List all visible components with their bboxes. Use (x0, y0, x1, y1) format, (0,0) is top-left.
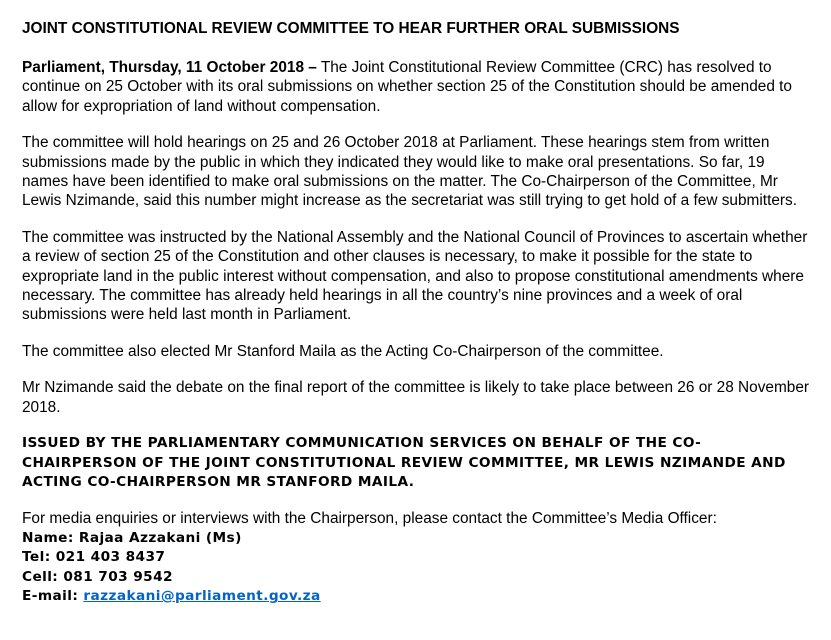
page-title: JOINT CONSTITUTIONAL REVIEW COMMITTEE TO HEAR FURTHER ORAL SUBMISSIONS (22, 20, 680, 37)
paragraph-intro (22, 58, 812, 116)
email-label: E-mail: (22, 587, 84, 604)
contact-tel: Tel: 021 403 8437 (22, 549, 166, 566)
intro-text: The Joint Constitutional Review Committee (CRC) has resolved to continue on 25 October with its oral submissions on whether section 25 of the Constitution should be amended to allow for expropriation of land without compensation. (22, 59, 792, 115)
issued-by-statement: ISSUED BY THE PARLIAMENTARY COMMUNICATION SERVICES ON BEHALF OF THE CO-CHAIRPERSON OF THE JOINT CONSTITUTIONAL REVIEW COMMITTEE, MR LEWIS NZIMANDE AND ACTING CO-CHAIRPERSON MR STANFORD MAILA. (22, 435, 786, 490)
paragraph-mandate: The committee was instructed by the National Assembly and the National Council of Provinces to ascertain whether a review of section 25 of the Constitution and other clauses is necessary, to make it possible for the state to expropriate land in the public interest without compensation, and also to propose constitutional amendments where necessary. The committee has already held hearings in all the country’s nine provinces and a week of oral submissions were held last month in Parliament. (22, 228, 808, 324)
paragraph-hearings: The committee will hold hearings on 25 and 26 October 2018 at Parliament. These hearings stem from written submissions made by the public in which they indicated they would like to make oral presentations. So far, 19 names have been identified to make oral submissions on the matter. The Co-Chairperson of the Committee, Mr Lewis Nzimande, said this number might increase as the secretariat was still trying to get hold of a few submitters. (22, 134, 798, 210)
paragraph-debate: Mr Nzimande said the debate on the final report of the committee is likely to take place between 26 or 28 November 2018. (22, 379, 810, 416)
email-link[interactable]: razzakani@parliament.gov.za (83, 587, 321, 604)
contact-cell: Cell: 081 703 9542 (22, 568, 173, 585)
press-release (22, 20, 812, 606)
contact-name: Name: Rajaa Azzakani (Ms) (22, 529, 242, 546)
contact-email (22, 587, 812, 606)
dateline: Parliament, Thursday, 11 October 2018 – (22, 59, 317, 76)
contact-intro: For media enquiries or interviews with the Chairperson, please contact the Committee’s Media Officer: (22, 510, 717, 528)
paragraph-acting-chair: The committee also elected Mr Stanford Maila as the Acting Co-Chairperson of the committee. (22, 342, 664, 360)
